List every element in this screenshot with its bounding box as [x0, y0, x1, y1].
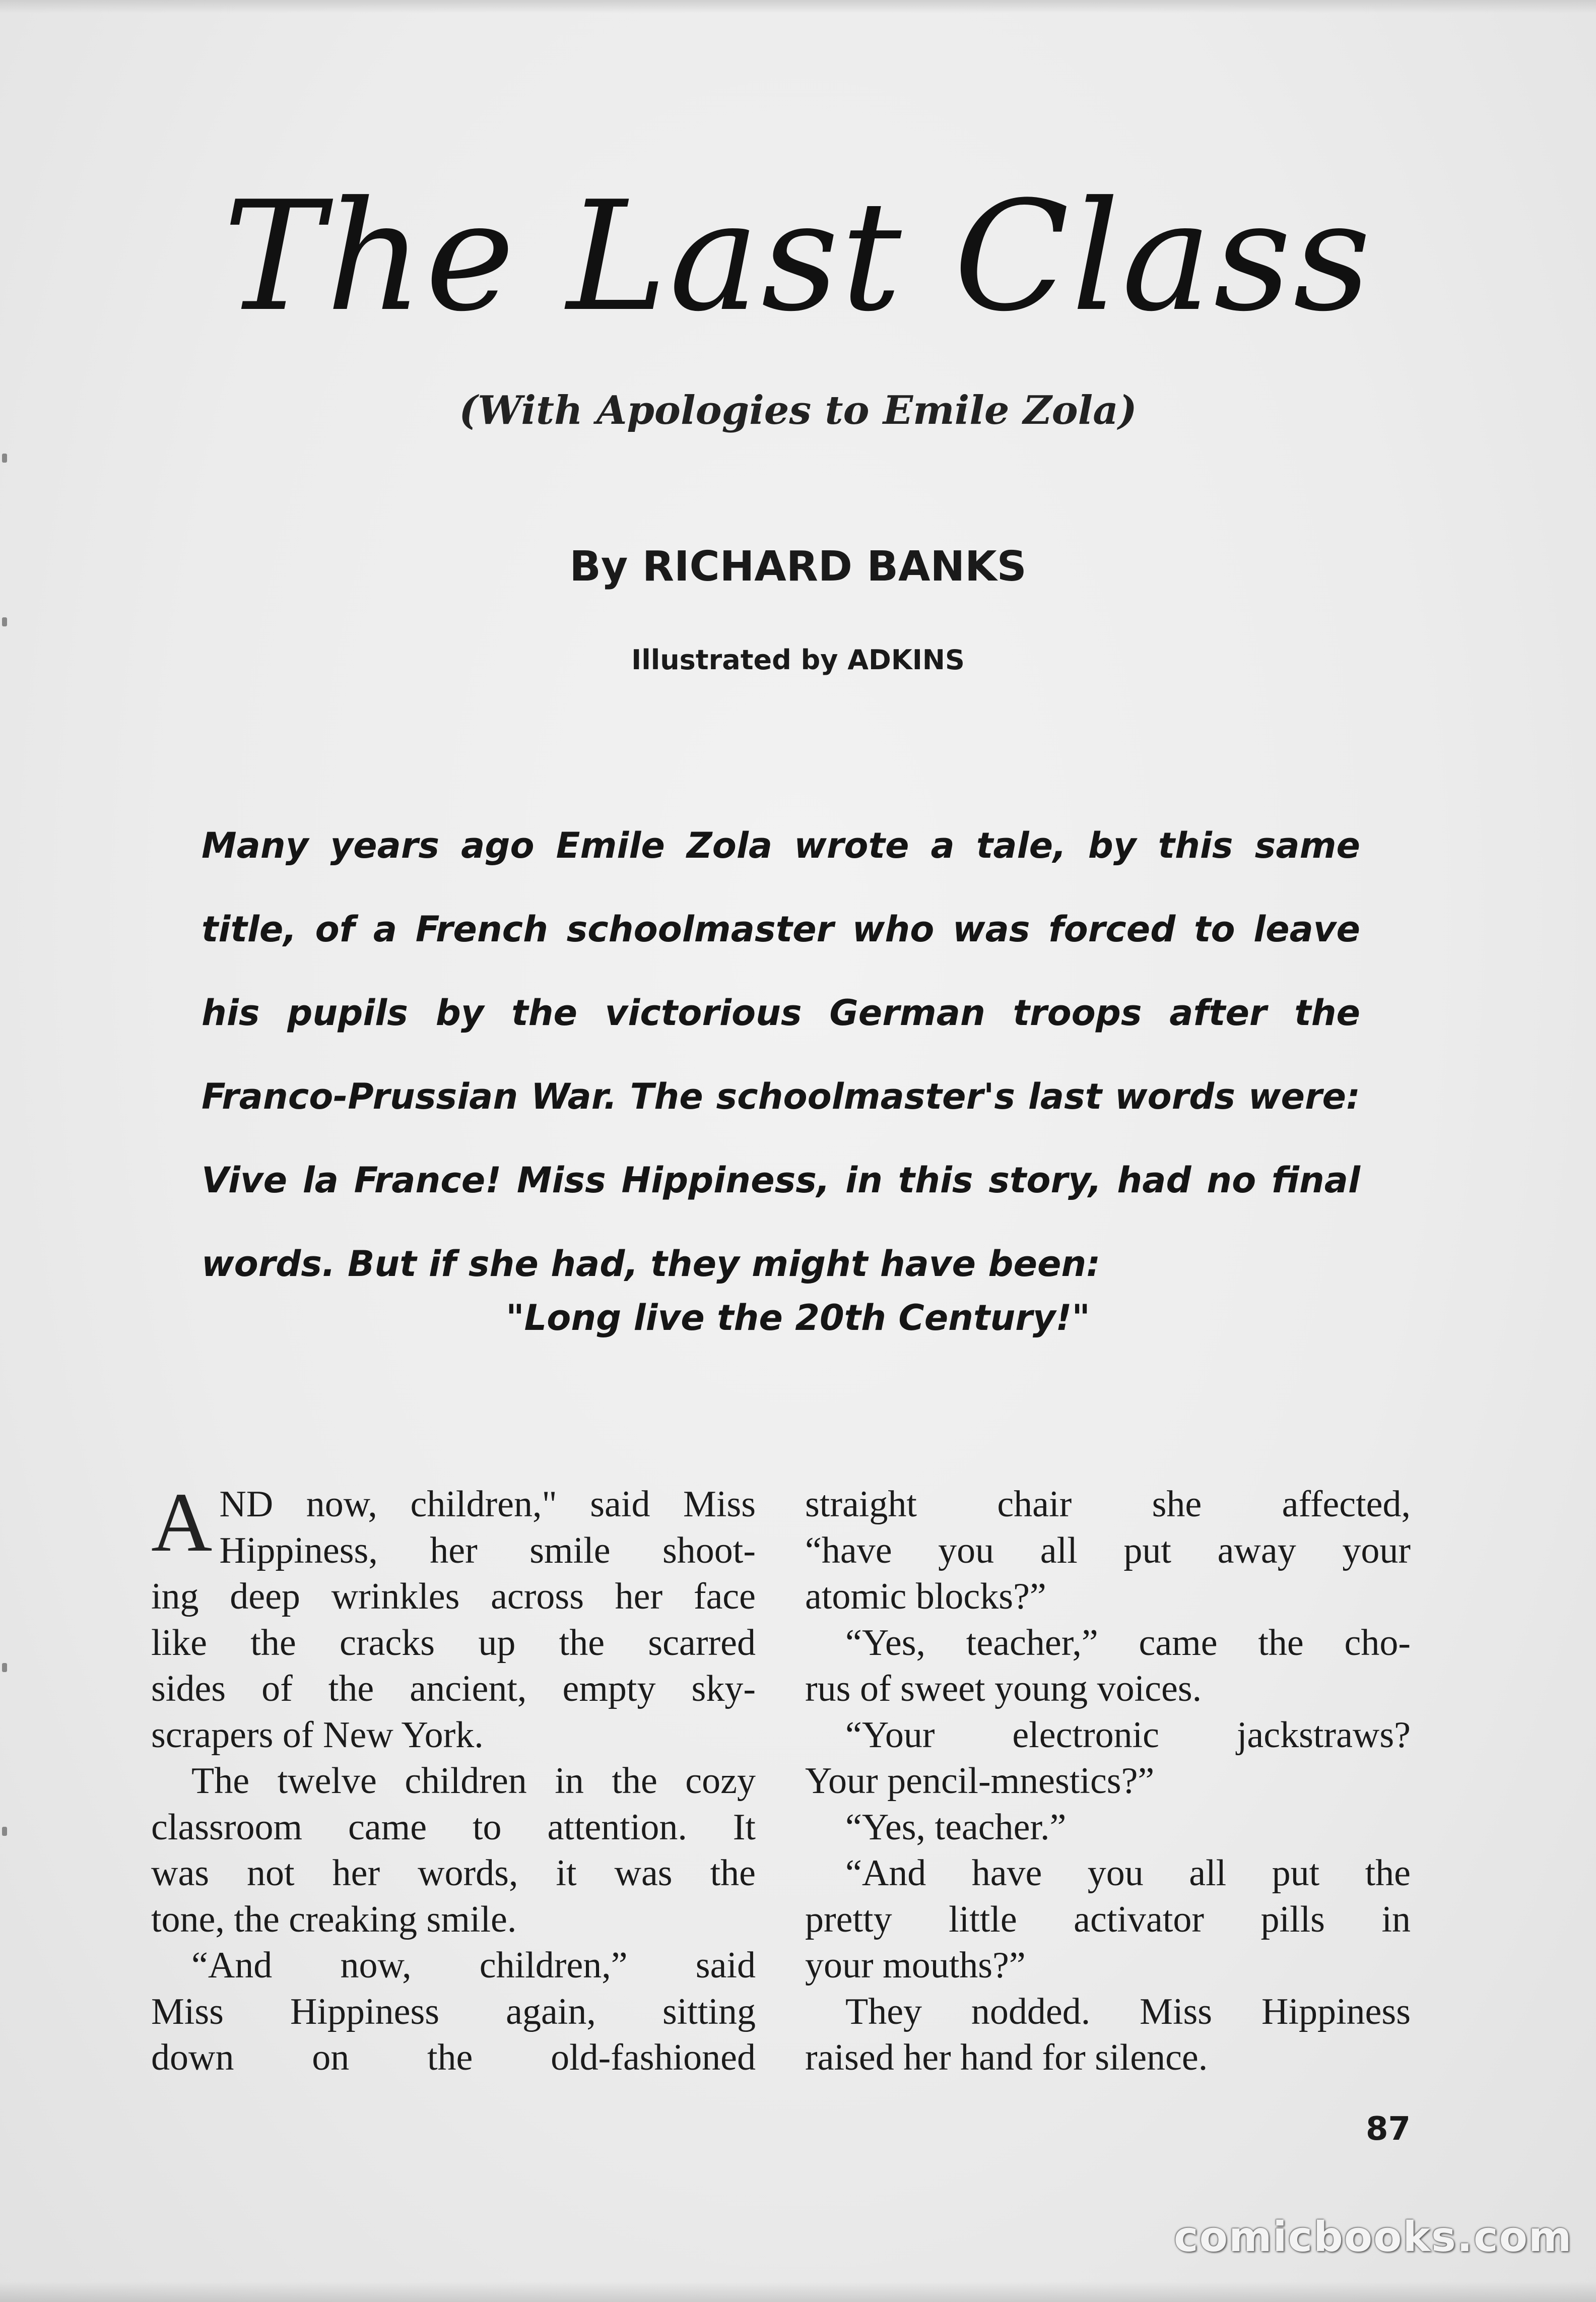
body-line: tone, the creaking smile.: [151, 1898, 517, 1940]
binding-mark: [2, 1827, 7, 1836]
binding-mark: [2, 454, 7, 463]
drop-cap: A: [151, 1476, 213, 1569]
site-watermark: comicbooks.com: [1174, 2213, 1573, 2261]
story-subtitle: (With Apologies to Emile Zola): [459, 388, 1137, 433]
body-line: Your pencil-mnestics?”: [805, 1760, 1155, 1802]
body-line: pretty little activator pills in: [805, 1898, 1411, 1940]
body-column-right: [805, 1482, 1411, 2081]
body-line: scrapers of New York.: [151, 1714, 484, 1756]
intro-line: Many years ago Emile Zola wrote a tale, by this same: [202, 825, 1360, 866]
body-line: raised her hand for silence.: [805, 2037, 1208, 2078]
body-line: They nodded. Miss Hippiness: [845, 1991, 1411, 2032]
body-line: “And now, children,” said: [191, 1945, 756, 1986]
body-line: The twelve children in the cozy: [191, 1760, 756, 1802]
author-byline: By RICHARD BANKS: [569, 543, 1027, 591]
body-line: “Your electronic jackstraws?: [845, 1714, 1411, 1756]
body-column-left: [151, 1476, 756, 2081]
body-line: “Yes, teacher,” came the cho-: [845, 1622, 1411, 1664]
intro-line: Franco-Prussian War. The schoolmaster's last words were:: [202, 1076, 1360, 1117]
body-line: atomic blocks?”: [805, 1576, 1046, 1617]
body-line: like the cracks up the scarred: [151, 1622, 756, 1664]
body-line: Miss Hippiness again, sitting: [151, 1991, 756, 2032]
body-line: down on the old-fashioned: [151, 2037, 756, 2078]
binding-mark: [2, 617, 7, 626]
body-line: “have you all put away your: [805, 1529, 1411, 1571]
intro-line: Vive la France! Miss Hippiness, in this story, had no final: [202, 1160, 1360, 1201]
body-line: Hippiness, her smile shoot-: [219, 1529, 756, 1571]
page-number: 87: [1365, 2111, 1411, 2148]
intro-line: his pupils by the victorious German troops after the: [202, 992, 1360, 1034]
body-line: “And have you all put the: [845, 1852, 1411, 1894]
body-line: was not her words, it was the: [151, 1852, 756, 1894]
body-line: rus of sweet young voices.: [805, 1668, 1202, 1709]
illustrator-credit: Illustrated by ADKINS: [631, 644, 965, 676]
intro-quote: "Long live the 20th Century!": [506, 1297, 1090, 1338]
intro-line: title, of a French schoolmaster who was forced to leave: [202, 909, 1360, 950]
intro-blurb: [202, 804, 1360, 1306]
body-line: straight chair she affected,: [805, 1484, 1411, 1525]
intro-line: words. But if she had, they might have been:: [202, 1243, 1101, 1285]
page-edge-shadow: [0, 2282, 1596, 2302]
body-line: ND now, children," said Miss: [219, 1484, 756, 1525]
body-line: your mouths?”: [805, 1945, 1026, 1986]
body-line: ing deep wrinkles across her face: [151, 1576, 756, 1617]
story-title: The Last Class: [223, 169, 1373, 345]
body-line: “Yes, teacher.”: [845, 1806, 1067, 1848]
body-line: classroom came to attention. It: [151, 1806, 756, 1848]
binding-mark: [2, 1663, 7, 1672]
body-line: sides of the ancient, empty sky-: [151, 1668, 756, 1709]
